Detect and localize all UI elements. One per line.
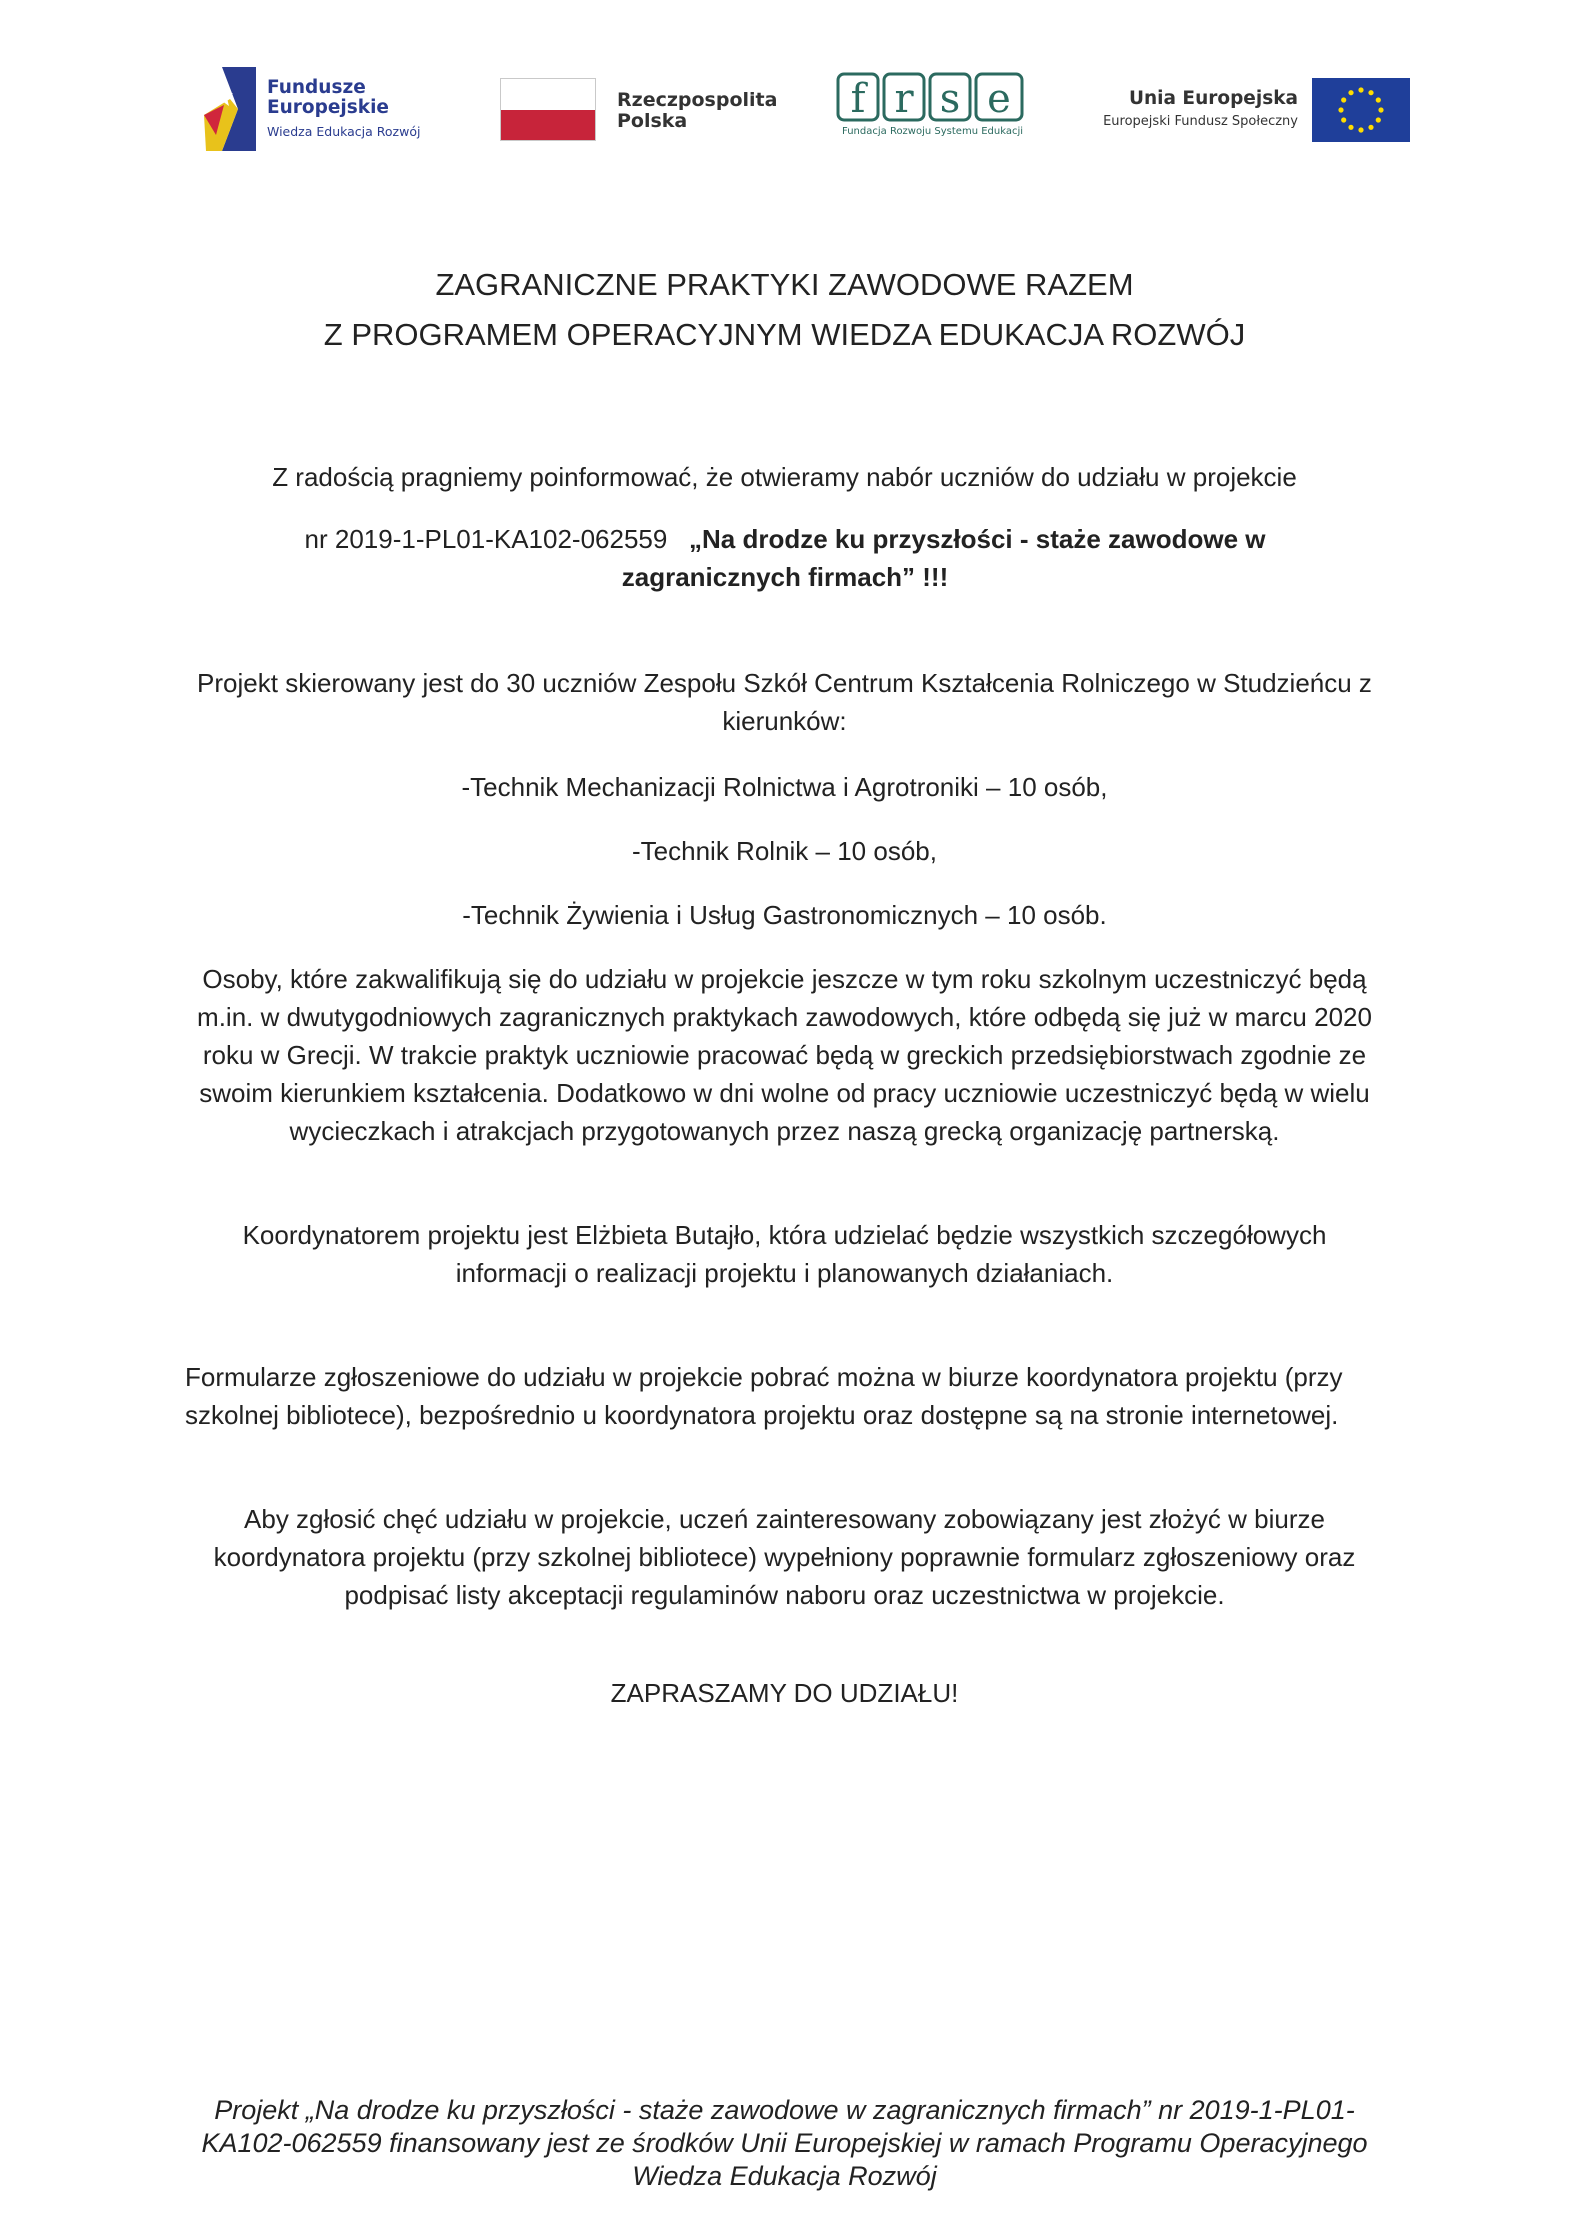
fundusze-label: Fundusze: [267, 77, 366, 98]
frse-logo: [836, 60, 1036, 160]
svg-text:s: s: [939, 76, 961, 122]
frse-lettermark-icon: [836, 72, 1026, 124]
list-item: -Technik Mechanizacji Rolnictwa i Agrotroniki – 10 osób,: [461, 772, 1108, 802]
efs-label: Europejski Fundusz Społeczny: [1103, 114, 1298, 129]
frse-subtitle: Fundacja Rozwoju Systemu Edukacji: [842, 126, 1024, 137]
intro-paragraph: Z radością pragniemy poinformować, że otwieramy nabór uczniów do udziału w projekcie: [272, 462, 1297, 492]
application-paragraph: Aby zgłosić chęć udziału w projekcie, uczeń zainteresowany zobowiązany jest złożyć w biurze koordynatora projektu (przy szkolnej bibliotece) wypełniony poprawnie formularz zgłoszeniowy oraz podpisać listy akceptacji regulaminów naboru oraz uczestnictwa w projekcie.: [213, 1504, 1356, 1610]
eu-flag-icon: [1312, 78, 1410, 142]
fundusze-europejskie-emblem-icon: [200, 65, 260, 153]
polish-flag-icon: [500, 78, 596, 141]
wiedza-edukacja-rozwoj-label: Wiedza Edukacja Rozwój: [267, 124, 421, 139]
footer-note: Projekt „Na drodze ku przyszłości - staże zawodowe w zagranicznych firmach” nr 2019-1-PL01-KA102-062559 finansowany jest ze środków Unii Europejskiej w ramach Programu Operacyjnego Wiedza Edukacja Rozwój: [201, 2095, 1368, 2191]
project-name: „Na drodze ku przyszłości - staże zawodowe w zagranicznych firmach” !!!: [621, 524, 1266, 592]
document-title: [0, 260, 1569, 360]
target-paragraph: Projekt skierowany jest do 30 uczniów Zespołu Szkół Centrum Kształcenia Rolniczego w Studzieńcu z kierunków:: [197, 668, 1372, 736]
title-line-2: Z PROGRAMEM OPERACYJNYM WIEDZA EDUKACJA ROZWÓJ: [323, 317, 1246, 352]
fundusze-europejskie-logo: [200, 60, 460, 160]
unia-europejska-label: Unia Europejska: [1128, 88, 1298, 109]
rzeczpospolita-polska-logo: [500, 60, 790, 160]
list-item: -Technik Rolnik – 10 osób,: [632, 836, 937, 866]
svg-text:e: e: [987, 76, 1011, 122]
logo-bar: [0, 60, 1569, 160]
polska-label: Polska: [617, 110, 688, 132]
title-line-1: ZAGRANICZNE PRAKTYKI ZAWODOWE RAZEM: [435, 267, 1134, 302]
invitation-text: ZAPRASZAMY DO UDZIAŁU!: [610, 1678, 959, 1708]
unia-europejska-logo: [1080, 60, 1410, 160]
europejskie-label: Europejskie: [267, 97, 389, 118]
project-line: [230, 520, 1340, 596]
list-item: -Technik Żywienia i Usług Gastronomicznych – 10 osób.: [462, 900, 1107, 930]
rzeczpospolita-label: Rzeczpospolita: [617, 89, 778, 111]
coordinator-paragraph: Koordynatorem projektu jest Elżbieta Butajło, która udzielać będzie wszystkich szczegółowych informacji o realizacji projektu i planowanych działaniach.: [242, 1220, 1327, 1288]
details-paragraph: Osoby, które zakwalifikują się do udziału w projekcie jeszcze w tym roku szkolnym uczestniczyć będą m.in. w dwutygodniowych zagranicznych praktykach zawodowych, które odbędą się już w marcu 2020 roku w Grecji. W trakcie praktyk uczniowie pracować będą w greckich przedsiębiorstwach zgodnie ze swoim kierunkiem kształcenia. Dodatkowo w dni wolne od pracy uczniowie uczestniczyć będą w wielu wycieczkach i atrakcjach przygotowanych przez naszą grecką organizację partnerską.: [197, 964, 1372, 1146]
svg-text:r: r: [894, 76, 914, 122]
forms-paragraph: Formularze zgłoszeniowe do udziału w projekcie pobrać można w biurze koordynatora projektu (przy szkolnej bibliotece), bezpośrednio u koordynatora projektu oraz dostępne są na stronie internetowej.: [185, 1362, 1343, 1430]
project-number: nr 2019-1-PL01-KA102-062559: [304, 524, 668, 554]
svg-text:f: f: [850, 76, 866, 122]
